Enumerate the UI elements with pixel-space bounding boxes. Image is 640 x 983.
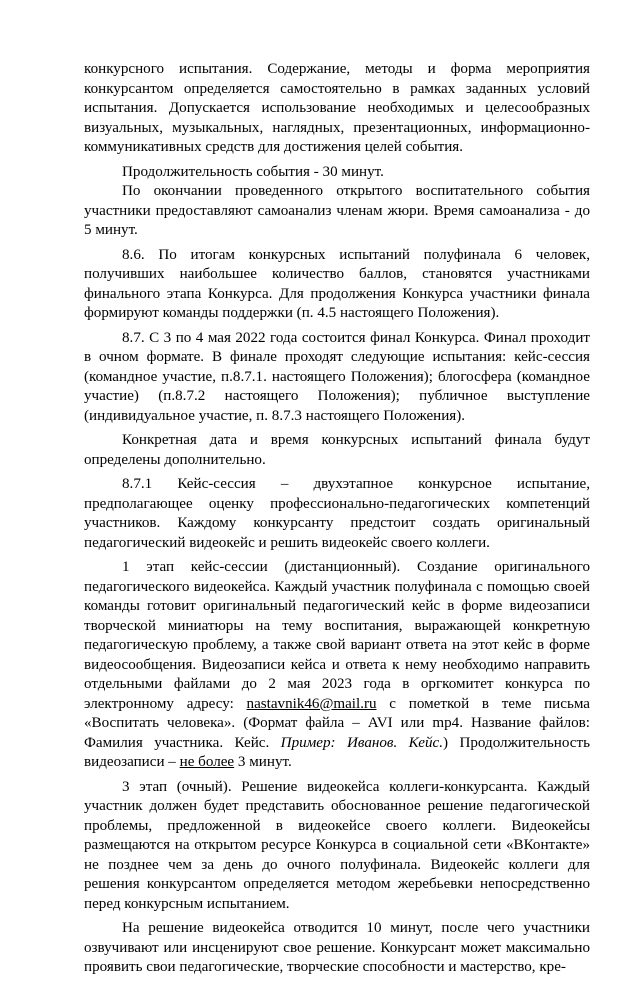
paragraph-8-6: 8.6. По итогам конкурсных испытаний полуфинала 6 человек, получивших наибольшее количество баллов, становятся участниками финального этапа Конкурса. Для продолжения Конкурса участники финала формируют команды поддержки (п. 4.5 настоящего Положения).	[84, 246, 590, 321]
stage-1-text-3: ) Продолжительность видеозаписи –	[84, 734, 590, 770]
stage-1-text: 1 этап кейс-сессии (дистанционный). Создание оригинального педагогического видеокейса. Каждый участник полуфинала с помощью своей команды готовит оригинальный педагогический кейс в форме видеозаписи творческой миниатюры на тему воспитания, выражающей конкретную педагогическую проблему, а также свой вариант ответа на этот кейс в форме видеосообщения. Видеозаписи кейса и ответа к нему необходимо направить отдельными файлами до 2 мая 2023 года в оргкомитет конкурса по электронному адресу:	[84, 559, 590, 712]
stage-1-text-2: с пометкой в теме письма «Воспитать человека». (Формат файла – AVI или mp4. Название файлов: Фамилия участника. Кейс.	[84, 695, 590, 751]
paragraph-stage-1	[84, 558, 590, 773]
paragraph-final-dates: Конкретная дата и время конкурсных испытаний финала будут определены дополнительно.	[84, 432, 590, 468]
paragraph-solution-time: На решение видеокейса отводится 10 минут, после чего участники озвучивают или инсценируют свое решение. Конкурсант может максимально проявить свои педагогические, творческие способности и мастерство, кре-	[84, 920, 590, 975]
paragraph-8-7: 8.7. С 3 по 4 мая 2022 года состоится финал Конкурса. Финал проходит в очном формате. В финале проходят следующие испытания: кейс-сессия (командное участие, п.8.7.1. настоящего Положения); блогосфера (командное участие) (п.8.7.2 настоящего Положения); публичное выступление (индивидуальное участие, п. 8.7.3 настоящего Положения).	[84, 329, 590, 424]
file-name-example: Пример: Иванов. Кейс.	[280, 734, 444, 751]
duration-limit: не более	[179, 754, 235, 770]
paragraph-event-duration: Продолжительность события - 30 минут.	[122, 163, 384, 180]
paragraph-stage-3: 3 этап (очный). Решение видеокейса коллеги-конкурсанта. Каждый участник должен будет представить обоснованное решение педагогической проблемы, предложенной в видеокейсе своего коллеги. Видеокейсы размещаются на открытом ресурсе Конкурса в социальной сети «ВКонтакте» не позднее чем за день до очного полуфинала. Видеокейс коллеги для решения конкурсантом определяется методом жеребьевки непосредственно перед конкурсным испытанием.	[84, 778, 590, 912]
email-link[interactable]: nastavnik46@mail.ru	[246, 695, 377, 712]
document-body	[84, 60, 590, 983]
paragraph-self-analysis: По окончании проведенного открытого воспитательного события участники предоставляют самоанализ членам жюри. Время самоанализа - до 5 минут.	[84, 183, 590, 238]
paragraph-competition-content: конкурсного испытания. Содержание, методы и форма мероприятия конкурсантом определяется самостоятельно в рамках заданных условий испытания. Допускается использование необходимых и целесообразных визуальных, музыкальных, наглядных, презентационных, информационно-коммуникативных средств для достижения целей события.	[84, 61, 590, 155]
stage-1-text-4: 3 минут.	[234, 754, 292, 770]
paragraph-8-7-1: 8.7.1 Кейс-сессия – двухэтапное конкурсное испытание, предполагающее оценку профессионально-педагогических компетенций участников. Каждому конкурсанту предстоит создать оригинальный педагогический видеокейс и решить видеокейс своего коллеги.	[84, 476, 590, 551]
